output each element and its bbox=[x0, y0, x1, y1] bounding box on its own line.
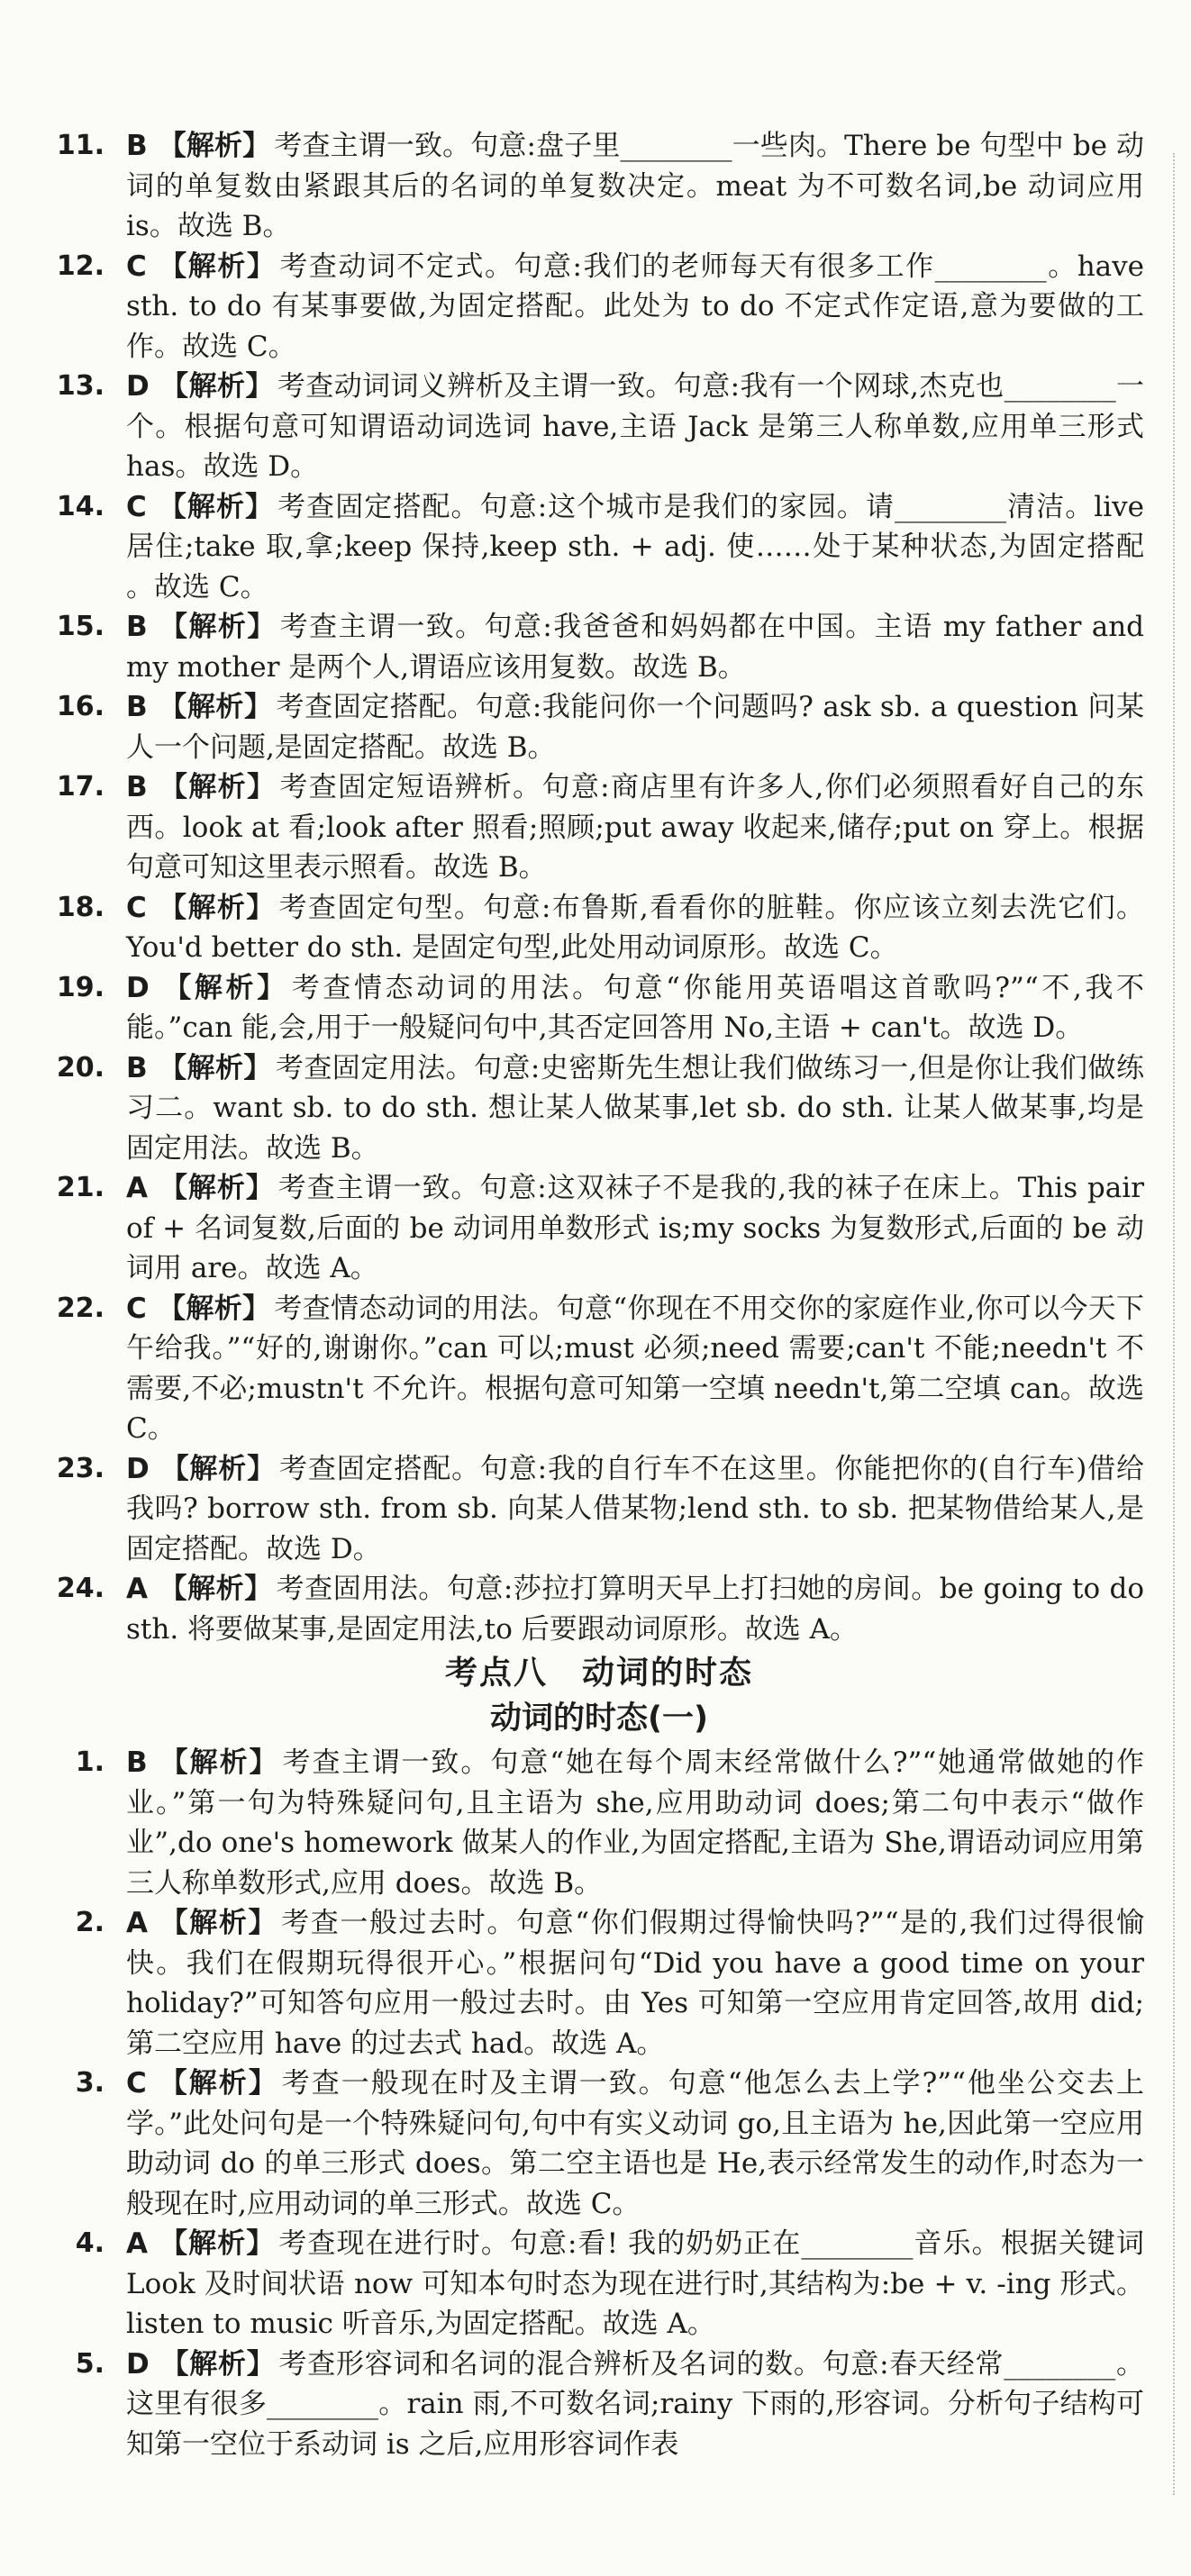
item-answer: B bbox=[126, 1746, 148, 1779]
item-number: 24. bbox=[56, 1573, 105, 1604]
item-explanation: 考查现在进行时。句意:看! 我的奶奶正在________音乐。根据关键词 Look 及时间状语 now 可知本句时态为现在进行时,其结构为:be + v. -ing 形式。listen to music 听音乐,为固定搭配。故选 A。 bbox=[126, 2227, 1144, 2340]
item-number: 17. bbox=[56, 771, 105, 803]
answer-item bbox=[54, 1048, 1144, 1169]
item-number: 12. bbox=[56, 249, 105, 282]
analysis-tag: 【解析】 bbox=[159, 971, 288, 1004]
item-explanation: 考查一般过去时。句意“你们假期过得愉快吗?”“是的,我们过得很愉快。我们在假期玩得很开心。”根据问句“Did you have a good time on your holiday?”可知答句应用一般过去时。由 Yes 可知第一空应用肯定回答,故用 did;第二空应用 have 的过去式 had。故选 A。 bbox=[126, 1907, 1145, 2060]
item-explanation: 考查形容词和名词的混合辨析及名词的数。句意:春天经常________。这里有很多________。rain 雨,不可数名词;rainy 下雨的,形容词。分析句子结构可知第一空位于系动词 is 之后,应用形容词作表 bbox=[126, 2347, 1145, 2461]
answer-item bbox=[54, 2064, 1144, 2224]
analysis-tag: 【解析】 bbox=[158, 130, 271, 162]
answer-item bbox=[54, 367, 1144, 487]
answer-list-part1 bbox=[54, 126, 1144, 1649]
item-answer: C bbox=[126, 891, 147, 924]
analysis-tag: 【解析】 bbox=[159, 370, 274, 403]
item-number: 22. bbox=[56, 1292, 105, 1324]
item-number: 16. bbox=[56, 691, 105, 722]
item-number: 19. bbox=[56, 971, 105, 1003]
answer-item bbox=[54, 767, 1144, 888]
item-explanation: 考查固定搭配。句意:我的自行车不在这里。你能把你的(自行车)借给我吗? borrow sth. from sb. 向某人借某物;lend sth. to sb. 把某物借给某人,是固定搭配。故选 D。 bbox=[126, 1452, 1145, 1565]
answer-item bbox=[54, 1743, 1144, 1903]
answer-item bbox=[54, 687, 1144, 767]
answer-item bbox=[54, 2345, 1144, 2465]
item-answer: D bbox=[126, 1452, 150, 1485]
analysis-tag: 【解析】 bbox=[159, 2347, 276, 2381]
item-answer: B bbox=[126, 771, 148, 803]
item-answer: B bbox=[126, 1051, 148, 1084]
analysis-tag: 【解析】 bbox=[158, 1051, 272, 1084]
item-explanation: 考查情态动词的用法。句意“你现在不用交你的家庭作业,你可以今天下午给我。”“好的,谢谢你。”can 可以;must 必须;need 需要;can't 不能;needn't 不需要,不必;mustn't 不允许。根据句意可知第一空填 needn't,第二空填 can。故选 C。 bbox=[126, 1292, 1145, 1445]
item-explanation: 考查固定搭配。句意:这个城市是我们的家园。请________清洁。live 居住;take 取,拿;keep 保持,keep sth. + adj. 使……处于某种状态,为固定搭配 。故选 C。 bbox=[126, 490, 1144, 603]
analysis-tag: 【解析】 bbox=[159, 1452, 276, 1485]
item-answer: C bbox=[126, 490, 147, 523]
analysis-tag: 【解析】 bbox=[159, 1573, 273, 1605]
item-number: 13. bbox=[56, 370, 105, 402]
item-number: 20. bbox=[56, 1051, 105, 1084]
item-explanation: 考查主谓一致。句意:我爸爸和妈妈都在中国。主语 my father and my mother 是两个人,谓语应该用复数。故选 B。 bbox=[126, 611, 1145, 684]
item-answer: C bbox=[126, 1292, 147, 1325]
analysis-tag: 【解析】 bbox=[157, 2067, 278, 2100]
item-answer: A bbox=[126, 2227, 148, 2260]
item-answer: D bbox=[126, 370, 150, 403]
answer-item bbox=[54, 1289, 1144, 1449]
analysis-tag: 【解析】 bbox=[159, 1907, 278, 1939]
item-explanation: 考查主谓一致。句意:这双袜子不是我的,我的袜子在床上。This pair of + 名词复数,后面的 be 动词用单数形式 is;my socks 为复数形式,后面的 be 动词用 are。故选 A。 bbox=[126, 1172, 1144, 1284]
analysis-tag: 【解析】 bbox=[157, 891, 276, 924]
item-number: 15. bbox=[56, 611, 105, 642]
item-answer: D bbox=[126, 971, 150, 1004]
answer-item bbox=[54, 1569, 1144, 1649]
answer-item bbox=[54, 247, 1144, 367]
analysis-tag: 【解析】 bbox=[157, 249, 277, 283]
item-answer: C bbox=[126, 249, 147, 283]
item-explanation: 考查动词不定式。句意:我们的老师每天有很多工作________。have sth. to do 有某事要做,为固定搭配。此处为 to do 不定式作定语,意为要做的工作。故选 C。 bbox=[126, 249, 1145, 363]
item-answer: B bbox=[126, 611, 148, 643]
analysis-tag: 【解析】 bbox=[158, 1746, 279, 1779]
item-number: 21. bbox=[56, 1172, 105, 1203]
answer-item bbox=[54, 1903, 1144, 2064]
page-edge-mark bbox=[1173, 153, 1184, 2495]
answer-item bbox=[54, 968, 1144, 1048]
item-answer: A bbox=[126, 1573, 148, 1605]
item-number: 2. bbox=[75, 1907, 105, 1938]
analysis-tag: 【解析】 bbox=[157, 490, 275, 523]
item-explanation: 考查一般现在时及主谓一致。句意“他怎么去上学?”“他坐公交去上学。”此处问句是一个特殊疑问句,句中有实义动词 go,且主语为 he,因此第一空应用助动词 do 的单三形式 does。第二空主语也是 He,表示经常发生的动作,时态为一般现在时,应用动词的单三形式。故选 C。 bbox=[126, 2067, 1144, 2220]
item-number: 4. bbox=[75, 2227, 105, 2259]
answer-list-part2 bbox=[54, 1743, 1144, 2464]
answer-item bbox=[54, 1449, 1144, 1570]
answer-item bbox=[54, 126, 1144, 247]
analysis-tag: 【解析】 bbox=[159, 2227, 276, 2260]
item-explanation: 考查情态动词的用法。句意“你能用英语唱这首歌吗?”“不,我不能。”can 能,会,用于一般疑问句中,其否定回答用 No,主语 + can't。故选 D。 bbox=[126, 971, 1144, 1044]
answer-content bbox=[54, 126, 1144, 2464]
item-explanation: 考查固定句型。句意:布鲁斯,看看你的脏鞋。你应该立刻去洗它们。You'd better do sth. 是固定句型,此处用动词原形。故选 C。 bbox=[126, 891, 1145, 964]
item-number: 3. bbox=[75, 2067, 105, 2099]
item-number: 5. bbox=[75, 2347, 105, 2380]
item-explanation: 考查动词词义辨析及主谓一致。句意:我有一个网球,杰克也________一个。根据句意可知谓语动词选词 have,主语 Jack 是第三人称单数,应用单三形式 has。故选 D。 bbox=[126, 370, 1145, 483]
answer-item bbox=[54, 2224, 1144, 2345]
section-title: 考点八 动词的时态 bbox=[444, 1655, 753, 1692]
item-answer: C bbox=[126, 2067, 147, 2100]
answer-item bbox=[54, 487, 1144, 608]
item-explanation: 考查固定用法。句意:史密斯先生想让我们做练习一,但是你让我们做练习二。want sb. to do sth. 想让某人做某事,let sb. do sth. 让某人做某事,均是固定用法。故选 B。 bbox=[126, 1051, 1145, 1165]
item-explanation: 考查固用法。句意:莎拉打算明天早上打扫她的房间。be going to do sth. 将要做某事,是固定用法,to 后要跟动词原形。故选 A。 bbox=[126, 1573, 1145, 1646]
analysis-tag: 【解析】 bbox=[159, 1172, 275, 1204]
answer-item bbox=[54, 1168, 1144, 1289]
analysis-tag: 【解析】 bbox=[158, 691, 273, 723]
analysis-tag: 【解析】 bbox=[157, 1292, 271, 1325]
section-subtitle: 动词的时态(一) bbox=[490, 1701, 708, 1737]
item-explanation: 考查主谓一致。句意:盘子里________一些肉。There be 句型中 be 动词的单复数由紧跟其后的名词的单复数决定。meat 为不可数名词,be 动词应用 is。故选 B。 bbox=[126, 130, 1145, 242]
item-answer: A bbox=[126, 1907, 148, 1939]
item-number: 11. bbox=[56, 130, 105, 161]
item-number: 18. bbox=[56, 891, 105, 923]
analysis-tag: 【解析】 bbox=[158, 611, 277, 643]
item-answer: D bbox=[126, 2347, 150, 2381]
item-answer: B bbox=[126, 130, 148, 162]
item-explanation: 考查主谓一致。句意“她在每个周末经常做什么?”“她通常做她的作业。”第一句为特殊疑问句,且主语为 she,应用助动词 does;第二句中表示“做作业”,do one's homework 做某人的作业,为固定搭配,主语为 She,谓语动词应用第三人称单数形式,应用 does。故选 B。 bbox=[126, 1746, 1145, 1900]
answer-item bbox=[54, 888, 1144, 968]
answer-item bbox=[54, 607, 1144, 687]
item-explanation: 考查固定搭配。句意:我能问你一个问题吗? ask sb. a question 问某人一个问题,是固定搭配。故选 B。 bbox=[126, 691, 1144, 764]
item-number: 23. bbox=[56, 1452, 105, 1484]
item-answer: B bbox=[126, 691, 148, 723]
item-answer: A bbox=[126, 1172, 148, 1204]
item-number: 14. bbox=[56, 490, 105, 522]
item-explanation: 考查固定短语辨析。句意:商店里有许多人,你们必须照看好自己的东西。look at 看;look after 照看;照顾;put away 收起来,储存;put on 穿上。根据句意可知这里表示照看。故选 B。 bbox=[126, 771, 1145, 884]
analysis-tag: 【解析】 bbox=[158, 771, 277, 803]
item-number: 1. bbox=[75, 1746, 105, 1778]
